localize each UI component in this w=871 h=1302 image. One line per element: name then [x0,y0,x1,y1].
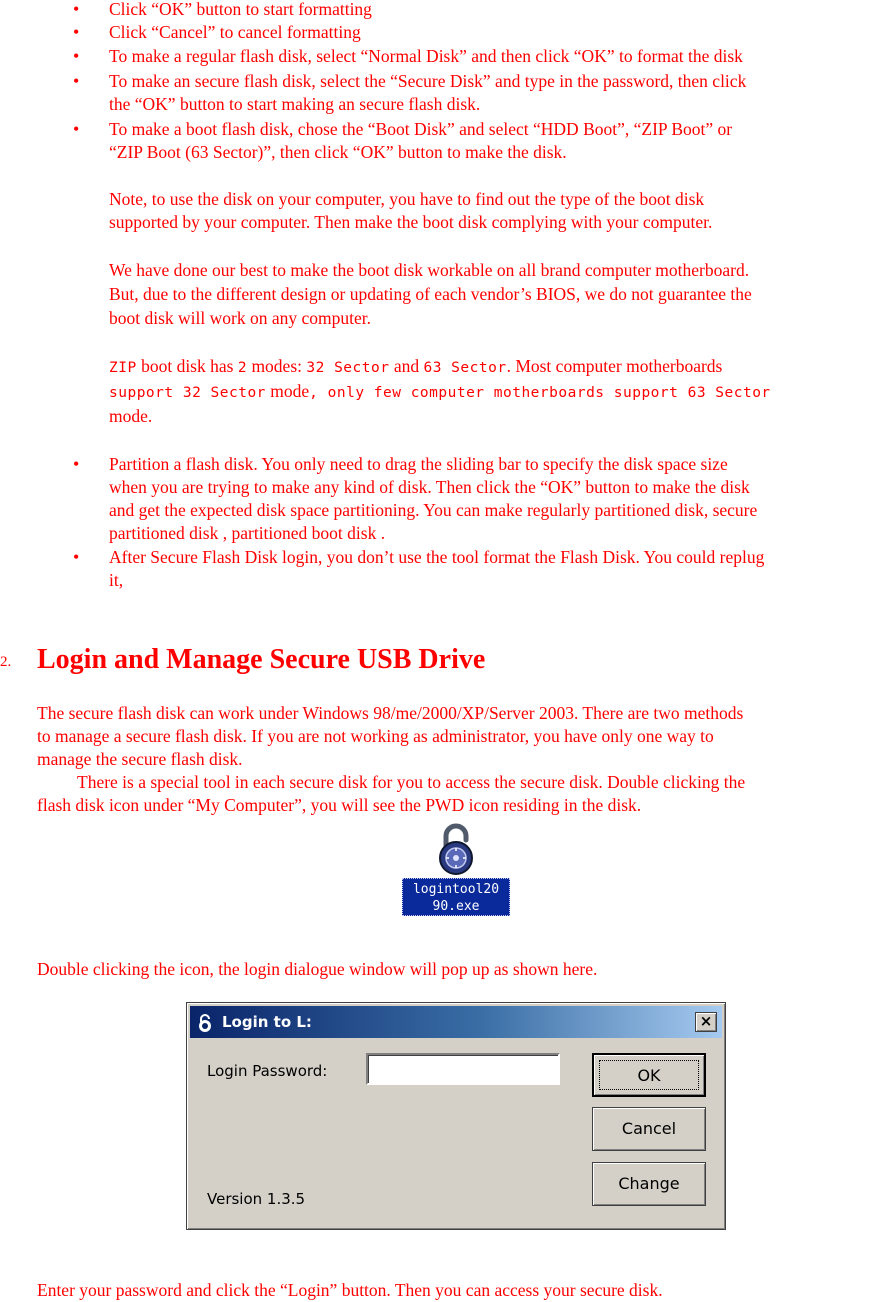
pwd-file-icon[interactable] [402,822,512,920]
close-button[interactable] [695,1012,717,1032]
bullet-text: it, [109,570,124,590]
section-title: Login and Manage Secure USB Drive [37,644,486,675]
icon-filename [402,878,510,916]
bullet: • [73,547,80,567]
double-click-text: Double clicking the icon, the login dialogue window will pop up as shown here. [37,959,598,979]
bullet: • [73,454,80,474]
password-label: Login Password: [207,1062,328,1080]
bullet-text: To make a boot flash disk, chose the “Boot Disk” and select “HDD Boot”, “ZIP Boot” or [109,119,733,139]
zip-text: boot disk has [136,356,238,376]
note-text: supported by your computer. Then make the boot disk complying with your computer. [109,212,713,232]
bullet-text: After Secure Flash Disk login, you don’t use the tool format the Flash Disk. You could replug [109,547,765,567]
bullet-text: “ZIP Boot (63 Sector)”, then click “OK” button to make the disk. [109,142,567,162]
ok-button-label: OK [637,1066,661,1085]
ok-button[interactable] [592,1053,706,1097]
intro-text: There is a special tool in each secure disk for you to access the secure disk. Double clicking the [77,772,746,792]
zip-text: modes: [247,356,307,376]
version-label: Version 1.3.5 [207,1190,306,1208]
icon-filename-line: logintool20 [412,882,500,897]
bullet: • [73,119,80,139]
bullet-text: Partition a flash disk. You only need to drag the sliding bar to specify the disk space size [109,454,728,474]
intro-text: The secure flash disk can work under Windows 98/me/2000/XP/Server 2003. There are two methods [37,703,744,723]
cancel-button-label: Cancel [621,1119,677,1138]
bullet: • [73,22,80,42]
section-number: 2. [0,654,12,670]
bullet: • [73,0,80,19]
zip-mode: mode [265,381,310,401]
password-input[interactable] [366,1053,560,1085]
zip-63-sector: 63 Sector [423,360,507,376]
zip-count: 2 [237,360,248,376]
login-dialog [186,1002,726,1230]
bullet: • [73,71,80,91]
best-effort-text: boot disk will work on any computer. [109,308,371,328]
zip-few: , only few computer motherboards support 63 Sector [309,385,771,401]
bullet-text: partitioned disk , partitioned boot disk . [109,523,386,543]
note-text: Note, to use the disk on your computer, you have to find out the type of the boot disk [109,189,705,209]
zip-text: and [389,356,424,376]
bullet-text: To make a regular flash disk, select “Normal Disk” and then click “OK” to format the disk [109,46,743,66]
bullet-text: Click “OK” button to start formatting [109,0,372,19]
zip-modes-line: mode. [109,406,153,426]
zip-modes-line [109,355,869,380]
intro-text: flash disk icon under “My Computer”, you will see the PWD icon residing in the disk. [37,795,642,815]
zip-modes-line [109,380,869,405]
bullet-text: To make an secure flash disk, select the “Secure Disk” and type in the password, then click [109,71,747,91]
bullet-text: Click “Cancel” to cancel formatting [109,22,361,42]
intro-text: to manage a secure flash disk. If you are not working as administrator, you have only one way to [37,726,714,746]
best-effort-text: We have done our best to make the boot disk workable on all brand computer motherboard. [109,260,750,280]
bullet-text: and get the expected disk space partitioning. You can make regularly partitioned disk, secure [109,500,758,520]
zip-32-sector: 32 Sector [306,360,390,376]
cancel-button[interactable] [592,1107,706,1151]
zip-support: support 32 Sector [109,385,266,401]
zip-word: ZIP [109,360,137,376]
bullet-text: when you are trying to make any kind of disk. Then click the “OK” button to make the disk [109,477,750,497]
zip-text: . Most computer motherboards [506,356,723,376]
focus-ring [599,1060,699,1090]
padlock-icon [432,822,480,876]
padlock-icon [197,1013,213,1033]
final-text: Enter your password and click the “Login” button. Then you can access your secure disk. [37,1280,663,1300]
icon-filename-line: 90.exe [432,899,480,914]
intro-text: manage the secure flash disk. [37,749,243,769]
dialog-titlebar[interactable] [190,1006,722,1038]
dialog-title: Login to L: [222,1013,312,1031]
change-button-label: Change [618,1174,680,1193]
bullet: • [73,46,80,66]
change-button[interactable] [592,1162,706,1206]
close-icon: × [699,1012,713,1030]
bullet-text: the “OK” button to start making an secure flash disk. [109,94,481,114]
best-effort-text: But, due to the different design or updating of each vendor’s BIOS, we do not guarantee the [109,284,752,304]
